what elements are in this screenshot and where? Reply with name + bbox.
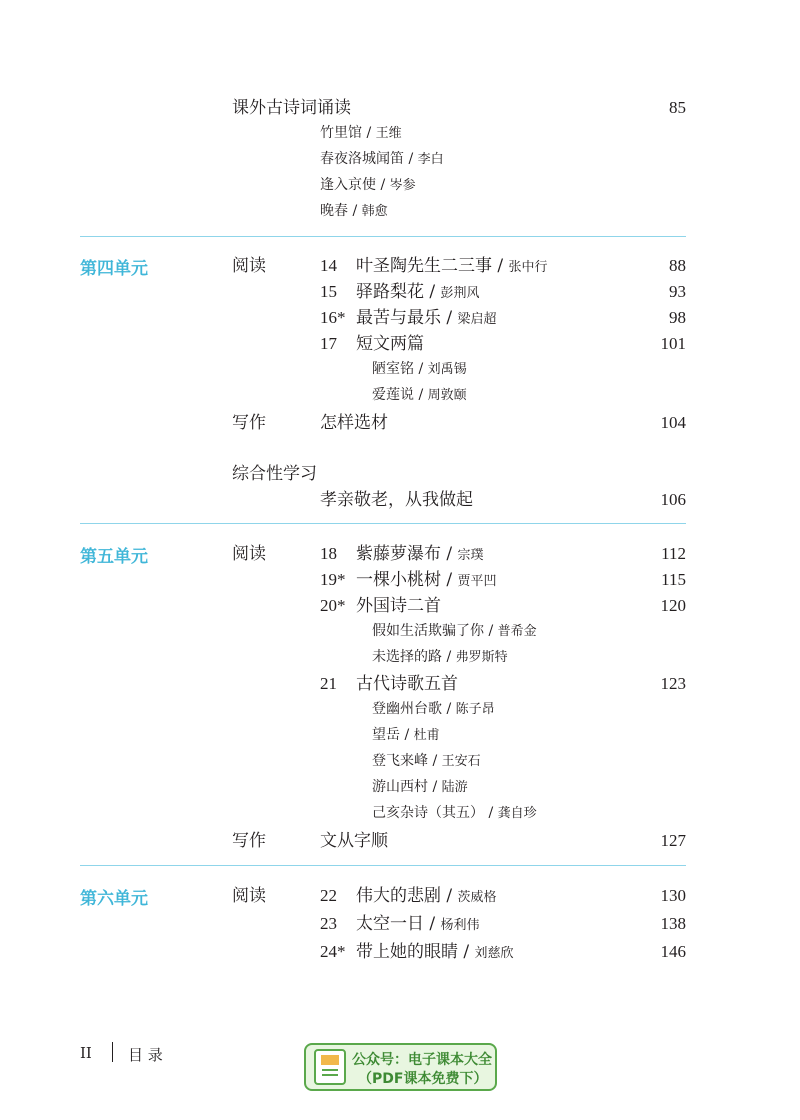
comprehensive-title: 孝亲敬老，从我做起: [320, 490, 473, 510]
section-divider: [80, 523, 686, 524]
unit-label-4: 第四单元: [80, 259, 148, 279]
watermark-badge: [304, 1043, 497, 1091]
lesson-title: 外国诗二首: [356, 596, 441, 616]
lesson-title: 伟大的悲剧 / 茨威格: [356, 886, 497, 906]
lesson-number: 19*: [320, 570, 346, 589]
lesson-number: 16*: [320, 308, 346, 327]
section-divider: [80, 236, 686, 237]
page-number: 88: [669, 256, 686, 275]
lesson-title: 驿路梨花 / 彭荆风: [356, 282, 480, 302]
page-number: 127: [660, 831, 686, 850]
lesson-number: 24*: [320, 942, 346, 961]
poem-item: 晚春 / 韩愈: [320, 203, 388, 219]
lesson-title: 叶圣陶先生二三事 / 张中行: [356, 256, 548, 276]
writing-title: 文从字顺: [320, 831, 388, 851]
reading-label: 阅读: [232, 886, 266, 906]
unit-label-6: 第六单元: [80, 889, 148, 909]
footer-page-number: II: [80, 1044, 92, 1062]
lesson-title: 最苦与最乐 / 梁启超: [356, 308, 497, 328]
poem-item: 春夜洛城闻笛 / 李白: [320, 151, 444, 167]
page-number: 98: [669, 308, 686, 327]
poem-item: 逢入京使 / 岑参: [320, 177, 416, 193]
writing-title: 怎样选材: [320, 413, 388, 433]
lesson-title: 太空一日 / 杨利伟: [356, 914, 480, 934]
lesson-number: 15: [320, 282, 337, 301]
section-divider: [80, 865, 686, 866]
lesson-number: 18: [320, 544, 337, 563]
sub-poem-item: 己亥杂诗（其五） / 龚自珍: [372, 805, 537, 821]
page-number: 104: [660, 413, 686, 432]
lesson-title: 带上她的眼睛 / 刘慈欣: [356, 942, 514, 962]
page-number: 146: [660, 942, 686, 961]
reading-label: 阅读: [232, 544, 266, 564]
lesson-number: 23: [320, 914, 337, 933]
sub-poem-item: 登幽州台歌 / 陈子昂: [372, 701, 495, 717]
lesson-title: 紫藤萝瀑布 / 宗璞: [356, 544, 484, 564]
section-title-extracurricular: 课外古诗词诵读: [232, 98, 351, 118]
sub-poem-item: 爱莲说 / 周敦颐: [372, 387, 467, 403]
page-number: 115: [661, 570, 686, 589]
writing-label: 写作: [232, 831, 266, 851]
page-number: 101: [660, 334, 686, 353]
page-number: 123: [660, 674, 686, 693]
sub-poem-item: 望岳 / 杜甫: [372, 727, 440, 743]
page-number: 130: [660, 886, 686, 905]
sub-poem-item: 陋室铭 / 刘禹锡: [372, 361, 467, 377]
writing-label: 写作: [232, 413, 266, 433]
sub-poem-item: 登飞来峰 / 王安石: [372, 753, 481, 769]
sub-poem-item: 假如生活欺骗了你 / 普希金: [372, 623, 537, 639]
footer-divider: [112, 1042, 113, 1062]
sub-poem-item: 未选择的路 / 弗罗斯特: [372, 649, 508, 665]
reading-label: 阅读: [232, 256, 266, 276]
book-icon: [314, 1049, 346, 1085]
comprehensive-label: 综合性学习: [232, 464, 317, 484]
lesson-number: 14: [320, 256, 337, 275]
lesson-title: 古代诗歌五首: [356, 674, 458, 694]
lesson-title: 短文两篇: [356, 334, 424, 354]
watermark-line1: 公众号：电子课本大全: [352, 1052, 492, 1068]
page-number: 93: [669, 282, 686, 301]
page-number: 120: [660, 596, 686, 615]
page-number: 106: [660, 490, 686, 509]
page-number: 112: [661, 544, 686, 563]
footer-section-label: 目 录: [128, 1046, 163, 1064]
watermark-line2: （PDF课本免费下）: [358, 1071, 488, 1087]
sub-poem-item: 游山西村 / 陆游: [372, 779, 468, 795]
page-number: 85: [669, 98, 686, 117]
unit-label-5: 第五单元: [80, 547, 148, 567]
poem-item: 竹里馆 / 王维: [320, 125, 402, 141]
lesson-number: 17: [320, 334, 337, 353]
lesson-number: 21: [320, 674, 337, 693]
page-number: 138: [660, 914, 686, 933]
lesson-title: 一棵小桃树 / 贾平凹: [356, 570, 497, 590]
lesson-number: 20*: [320, 596, 346, 615]
lesson-number: 22: [320, 886, 337, 905]
